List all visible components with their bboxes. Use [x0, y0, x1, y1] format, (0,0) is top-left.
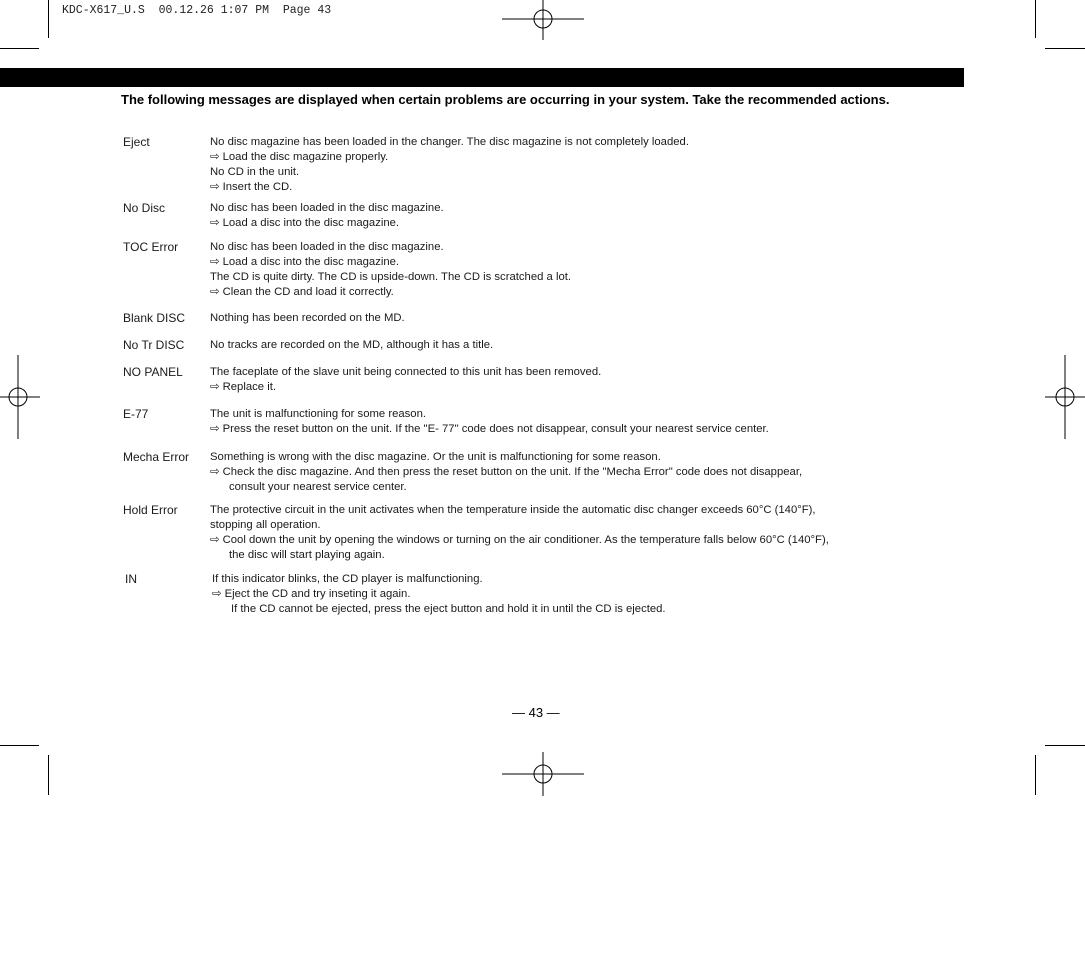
message-label: Eject [123, 135, 150, 149]
message-description: Nothing has been recorded on the MD. [210, 312, 405, 324]
message-description: The protective circuit in the unit activates when the temperature inside the automatic disc changer exceeds 60°C (140°F), stopping all operation. ⇨ Cool down the unit by opening the windows or turning on the air conditioner. As the temperature falls below 60°C (140°F), the disc will start playing again. [210, 504, 829, 561]
message-description: If this indicator blinks, the CD player is malfunctioning. ⇨ Eject the CD and try inseting it again. If the CD cannot be ejected, press the eject button and hold it in until the CD is ejected. [212, 573, 666, 615]
message-label: E-77 [123, 407, 149, 421]
registration-mark-bottom-icon [502, 752, 584, 796]
message-label: Mecha Error [123, 450, 190, 464]
crop-mark-top-left-vertical [48, 0, 49, 38]
crop-mark-bottom-right-vertical [1035, 755, 1036, 795]
intro-text: The following messages are displayed when certain problems are occurring in your system. Take the recommended actions. [121, 92, 890, 107]
header-bar [0, 68, 964, 87]
crop-mark-top-right-horizontal [1045, 48, 1085, 49]
message-label: NO PANEL [123, 365, 183, 379]
message-label: Hold Error [123, 503, 178, 517]
message-description: No disc magazine has been loaded in the changer. The disc magazine is not completely loaded. ⇨ Load the disc magazine properly. No CD in the unit. ⇨ Insert the CD. [210, 136, 689, 193]
message-description: The faceplate of the slave unit being connected to this unit has been removed. ⇨ Replace it. [210, 366, 602, 393]
message-label: No Tr DISC [123, 338, 185, 352]
message-description: Something is wrong with the disc magazine. Or the unit is malfunctioning for some reason. ⇨ Check the disc magazine. And then press the reset button on the unit. If the "Mecha Error" code does not disappear, consult your nearest service center. [210, 451, 803, 493]
registration-mark-top-icon [502, 0, 584, 42]
message-description: No tracks are recorded on the MD, although it has a title. [210, 339, 494, 351]
crop-mark-bottom-right-horizontal [1045, 745, 1085, 746]
crop-mark-bottom-left-horizontal [0, 745, 39, 746]
print-slug: KDC-X617_U.S 00.12.26 1:07 PM Page 43 [62, 4, 332, 17]
registration-mark-left-icon [0, 355, 42, 439]
crop-mark-top-left-horizontal [0, 48, 39, 49]
page-number: — 43 — [512, 705, 560, 720]
message-label: Blank DISC [123, 311, 186, 325]
message-description: The unit is malfunctioning for some reason. ⇨ Press the reset button on the unit. If the "E- 77" code does not disappear, consult your nearest service center. [210, 408, 769, 435]
registration-mark-right-icon [1043, 355, 1085, 439]
message-description: No disc has been loaded in the disc magazine. ⇨ Load a disc into the disc magazine. The CD is quite dirty. The CD is upside-down. The CD is scratched a lot. ⇨ Clean the CD and load it correctly. [210, 241, 572, 298]
crop-mark-top-right-vertical [1035, 0, 1036, 38]
message-label: IN [125, 572, 137, 586]
message-label: No Disc [123, 201, 166, 215]
message-description: No disc has been loaded in the disc magazine. ⇨ Load a disc into the disc magazine. [210, 202, 444, 229]
crop-mark-bottom-left-vertical [48, 755, 49, 795]
message-label: TOC Error [123, 240, 179, 254]
